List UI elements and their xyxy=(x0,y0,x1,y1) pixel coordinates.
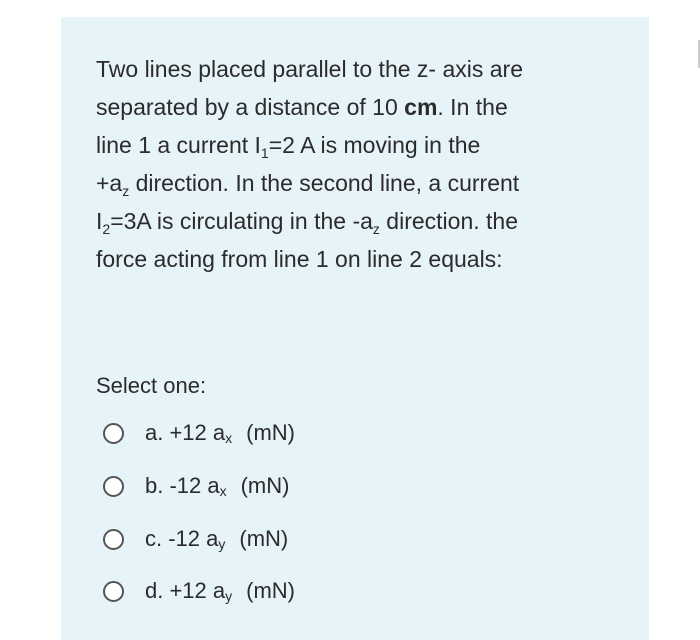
option-c[interactable] xyxy=(103,522,288,556)
question-line-3: line 1 a current $I_1=2$ A is moving in the xyxy=(96,132,481,161)
question-line-4: $+a_z$ direction. In the second line, a current xyxy=(96,170,520,199)
option-c-label: c. -12 $a_y$ (mN) xyxy=(145,526,289,552)
option-a-label: a. +12 $a_x$ (mN) xyxy=(145,420,296,446)
radio-circle-icon[interactable] xyxy=(103,581,124,602)
radio-circle-icon[interactable] xyxy=(103,529,124,550)
option-a[interactable] xyxy=(103,416,295,450)
option-b-label: b. -12 $a_x$ (mN) xyxy=(145,473,290,499)
question-line-5: $I_2=3A$ is circulating in the $-a_z$ direction. the xyxy=(96,208,519,237)
option-d[interactable] xyxy=(103,574,295,608)
radio-circle-icon[interactable] xyxy=(103,476,124,497)
radio-circle-icon[interactable] xyxy=(103,423,124,444)
option-b[interactable] xyxy=(103,469,289,503)
question-text xyxy=(96,50,626,278)
question-line-2: separated by a distance of 10 cm. In the xyxy=(96,94,508,120)
select-one-label: Select one: xyxy=(96,373,207,398)
question-line-6: force acting from line 1 on line 2 equals: xyxy=(96,246,503,272)
question-line-1: Two lines placed parallel to the z- axis are xyxy=(96,56,523,82)
option-d-label: d. +12 $a_y$ (mN) xyxy=(145,578,296,604)
